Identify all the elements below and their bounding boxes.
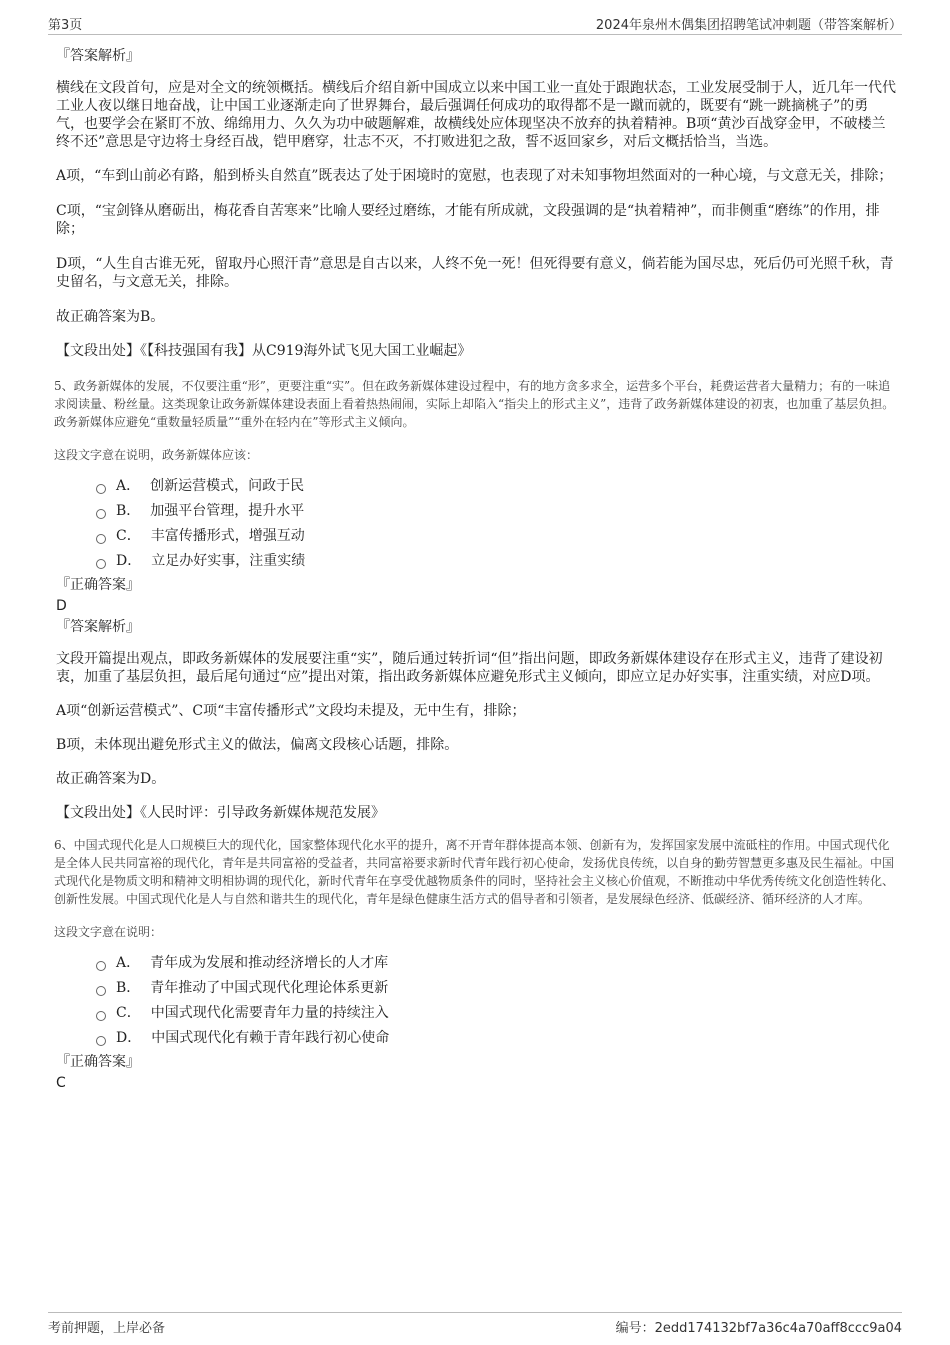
- q4-analysis-paragraph: 横线在文段首句，应是对全文的统领概括。横线后介绍自新中国成立以来中国工业一直处于跟跑状态，工业发展受制于人，近几年一代代工业人夜以继日地奋战，让中国工业逐渐走向了世界舞台，最后强调任何成功的取得都不是一蹴而就的，既要有“跳一跳摘桃子”的勇气，也要学会在紧盯不放、绵绵用力、久久为功中破题解难，故横线处应体现坚决不放弃的执着精神。B项“黄沙百战穿金甲，不破楼兰终不还”意思是守边将士身经百战，铠甲磨穿，壮志不灭，不打败进犯之敌，誓不返回家乡，对后文概括恰当，当选。: [56, 80, 896, 150]
- q4-analysis-option-d: D项，“人生自古谁无死，留取丹心照汗青”意思是自古以来，人终不免一死！但死得要有意义，倘若能为国尽忠，死后仍可光照千秋，青史留名，与文意无关，排除。: [56, 256, 894, 290]
- q5-analysis-option-b: B项，未体现出避免形式主义的做法，偏离文段核心话题，排除。: [56, 737, 459, 753]
- footer-slogan: 考前押题，上岸必备: [48, 1321, 166, 1336]
- option-text: 立足办好实事，注重实绩: [151, 553, 306, 569]
- radio-button[interactable]: [96, 1011, 106, 1021]
- q5-prompt: 这段文字意在说明，政务新媒体应该：: [54, 448, 259, 462]
- radio-button[interactable]: [96, 1036, 106, 1046]
- radio-button[interactable]: [96, 484, 106, 494]
- page-footer: [48, 1312, 902, 1337]
- option-letter: A．: [116, 478, 141, 494]
- q4-analysis-label: 『答案解析』: [56, 48, 140, 64]
- radio-button[interactable]: [96, 961, 106, 971]
- q6-prompt: 这段文字意在说明：: [54, 925, 163, 939]
- q6-option-c[interactable]: [96, 1001, 896, 1026]
- q5-analysis-paragraph: 文段开篇提出观点，即政务新媒体的发展要注重“实”，随后通过转折词“但”指出问题，即政务新媒体建设存在形式主义，违背了建设初衷，加重了基层负担，最后尾句通过“应”提出对策，指出政务新媒体应避免形式主义倾向，即应立足办好实事，注重实绩，对应D项。: [56, 651, 883, 685]
- q4-analysis-option-c: C项，“宝剑锋从磨砺出，梅花香自苦寒来”比喻人要经过磨练，才能有所成就，文段强调的是“执着精神”，而非侧重“磨练”的作用，排除；: [56, 203, 880, 237]
- document-body: [56, 44, 896, 1092]
- q5-conclusion: 故正确答案为D。: [56, 771, 166, 787]
- q5-correct-answer: D: [56, 598, 67, 614]
- q6-correct-label: 『正确答案』: [56, 1054, 140, 1070]
- option-text: 中国式现代化需要青年力量的持续注入: [150, 1005, 389, 1021]
- page-number: 第3页: [48, 18, 83, 33]
- q5-source: 【文段出处】《人民时评：引导政务新媒体规范发展》: [56, 805, 385, 821]
- radio-button[interactable]: [96, 559, 106, 569]
- q6-option-b[interactable]: [96, 976, 896, 1001]
- q5-analysis-option-ac: A项“创新运营模式”、C项“丰富传播形式”文段均未提及，无中生有，排除；: [56, 703, 526, 719]
- q5-stem: 5、政务新媒体的发展，不仅要注重“形”，更要注重“实”。但在政务新媒体建设过程中，有的地方贪多求全，运营多个平台，耗费运营者大量精力；有的一味追求阅读量、粉丝量。这类现象让政务新媒体建设表面上看着热热闹闹，实际上却陷入“指尖上的形式主义”，违背了政务新媒体建设的初衷，也加重了基层负担。政务新媒体应避免“重数量轻质量”“重外在轻内在”等形式主义倾向。: [54, 379, 895, 429]
- option-letter: C．: [116, 528, 141, 544]
- radio-button[interactable]: [96, 986, 106, 996]
- q5-option-b[interactable]: [96, 499, 896, 524]
- document-title: 2024年泉州木偶集团招聘笔试冲刺题（带答案解析）: [595, 18, 902, 33]
- option-letter: C．: [116, 1005, 141, 1021]
- q6-option-a[interactable]: [96, 951, 896, 976]
- q5-correct-label: 『正确答案』: [56, 577, 140, 593]
- option-letter: D．: [116, 553, 142, 569]
- q6-option-d[interactable]: [96, 1026, 896, 1051]
- radio-button[interactable]: [96, 534, 106, 544]
- q4-analysis-option-a: A项，“车到山前必有路，船到桥头自然直”既表达了处于困境时的宽慰，也表现了对未知事物坦然面对的一种心境，与文意无关，排除；: [56, 168, 893, 184]
- radio-button[interactable]: [96, 509, 106, 519]
- option-letter: B．: [116, 980, 141, 996]
- option-text: 青年成为发展和推动经济增长的人才库: [150, 955, 389, 971]
- q6-correct-answer: C: [56, 1075, 66, 1091]
- option-text: 中国式现代化有赖于青年践行初心使命: [151, 1030, 390, 1046]
- q5-options: [96, 474, 896, 574]
- q4-conclusion: 故正确答案为B。: [56, 309, 165, 325]
- q5-option-a[interactable]: [96, 474, 896, 499]
- option-text: 加强平台管理，提升水平: [150, 503, 305, 519]
- q6-options: [96, 951, 896, 1051]
- option-letter: A．: [116, 955, 141, 971]
- q5-analysis-label: 『答案解析』: [56, 619, 140, 635]
- document-id: 编号：2edd174132bf7a36c4a70aff8ccc9a04: [615, 1321, 902, 1336]
- q5-option-d[interactable]: [96, 549, 896, 574]
- q4-source: 【文段出处】《【科技强国有我】从C919海外试飞见大国工业崛起》: [56, 343, 472, 359]
- option-letter: B．: [116, 503, 141, 519]
- option-text: 丰富传播形式，增强互动: [150, 528, 305, 544]
- option-text: 创新运营模式，问政于民: [150, 478, 305, 494]
- q5-option-c[interactable]: [96, 524, 896, 549]
- option-text: 青年推动了中国式现代化理论体系更新: [150, 980, 389, 996]
- page-header: [48, 12, 902, 35]
- q6-stem: 6、中国式现代化是人口规模巨大的现代化，国家整体现代化水平的提升，离不开青年群体提高本领、创新有为，发挥国家发展中流砥柱的作用。中国式现代化是全体人民共同富裕的现代化，青年是共同富裕的受益者，共同富裕要求新时代青年践行初心使命，发扬优良传统，以自身的勤劳智慧更多惠及民生福祉。中国式现代化是物质文明和精神文明相协调的现代化，新时代青年在享受优越物质条件的同时，坚持社会主义核心价值观，不断推动中华优秀传统文化创造性转化、创新性发展。中国式现代化是人与自然和谐共生的现代化，青年是绿色健康生活方式的倡导者和引领者，是发展绿色经济、低碳经济、循环经济的人才库。: [54, 838, 895, 906]
- option-letter: D．: [116, 1030, 142, 1046]
